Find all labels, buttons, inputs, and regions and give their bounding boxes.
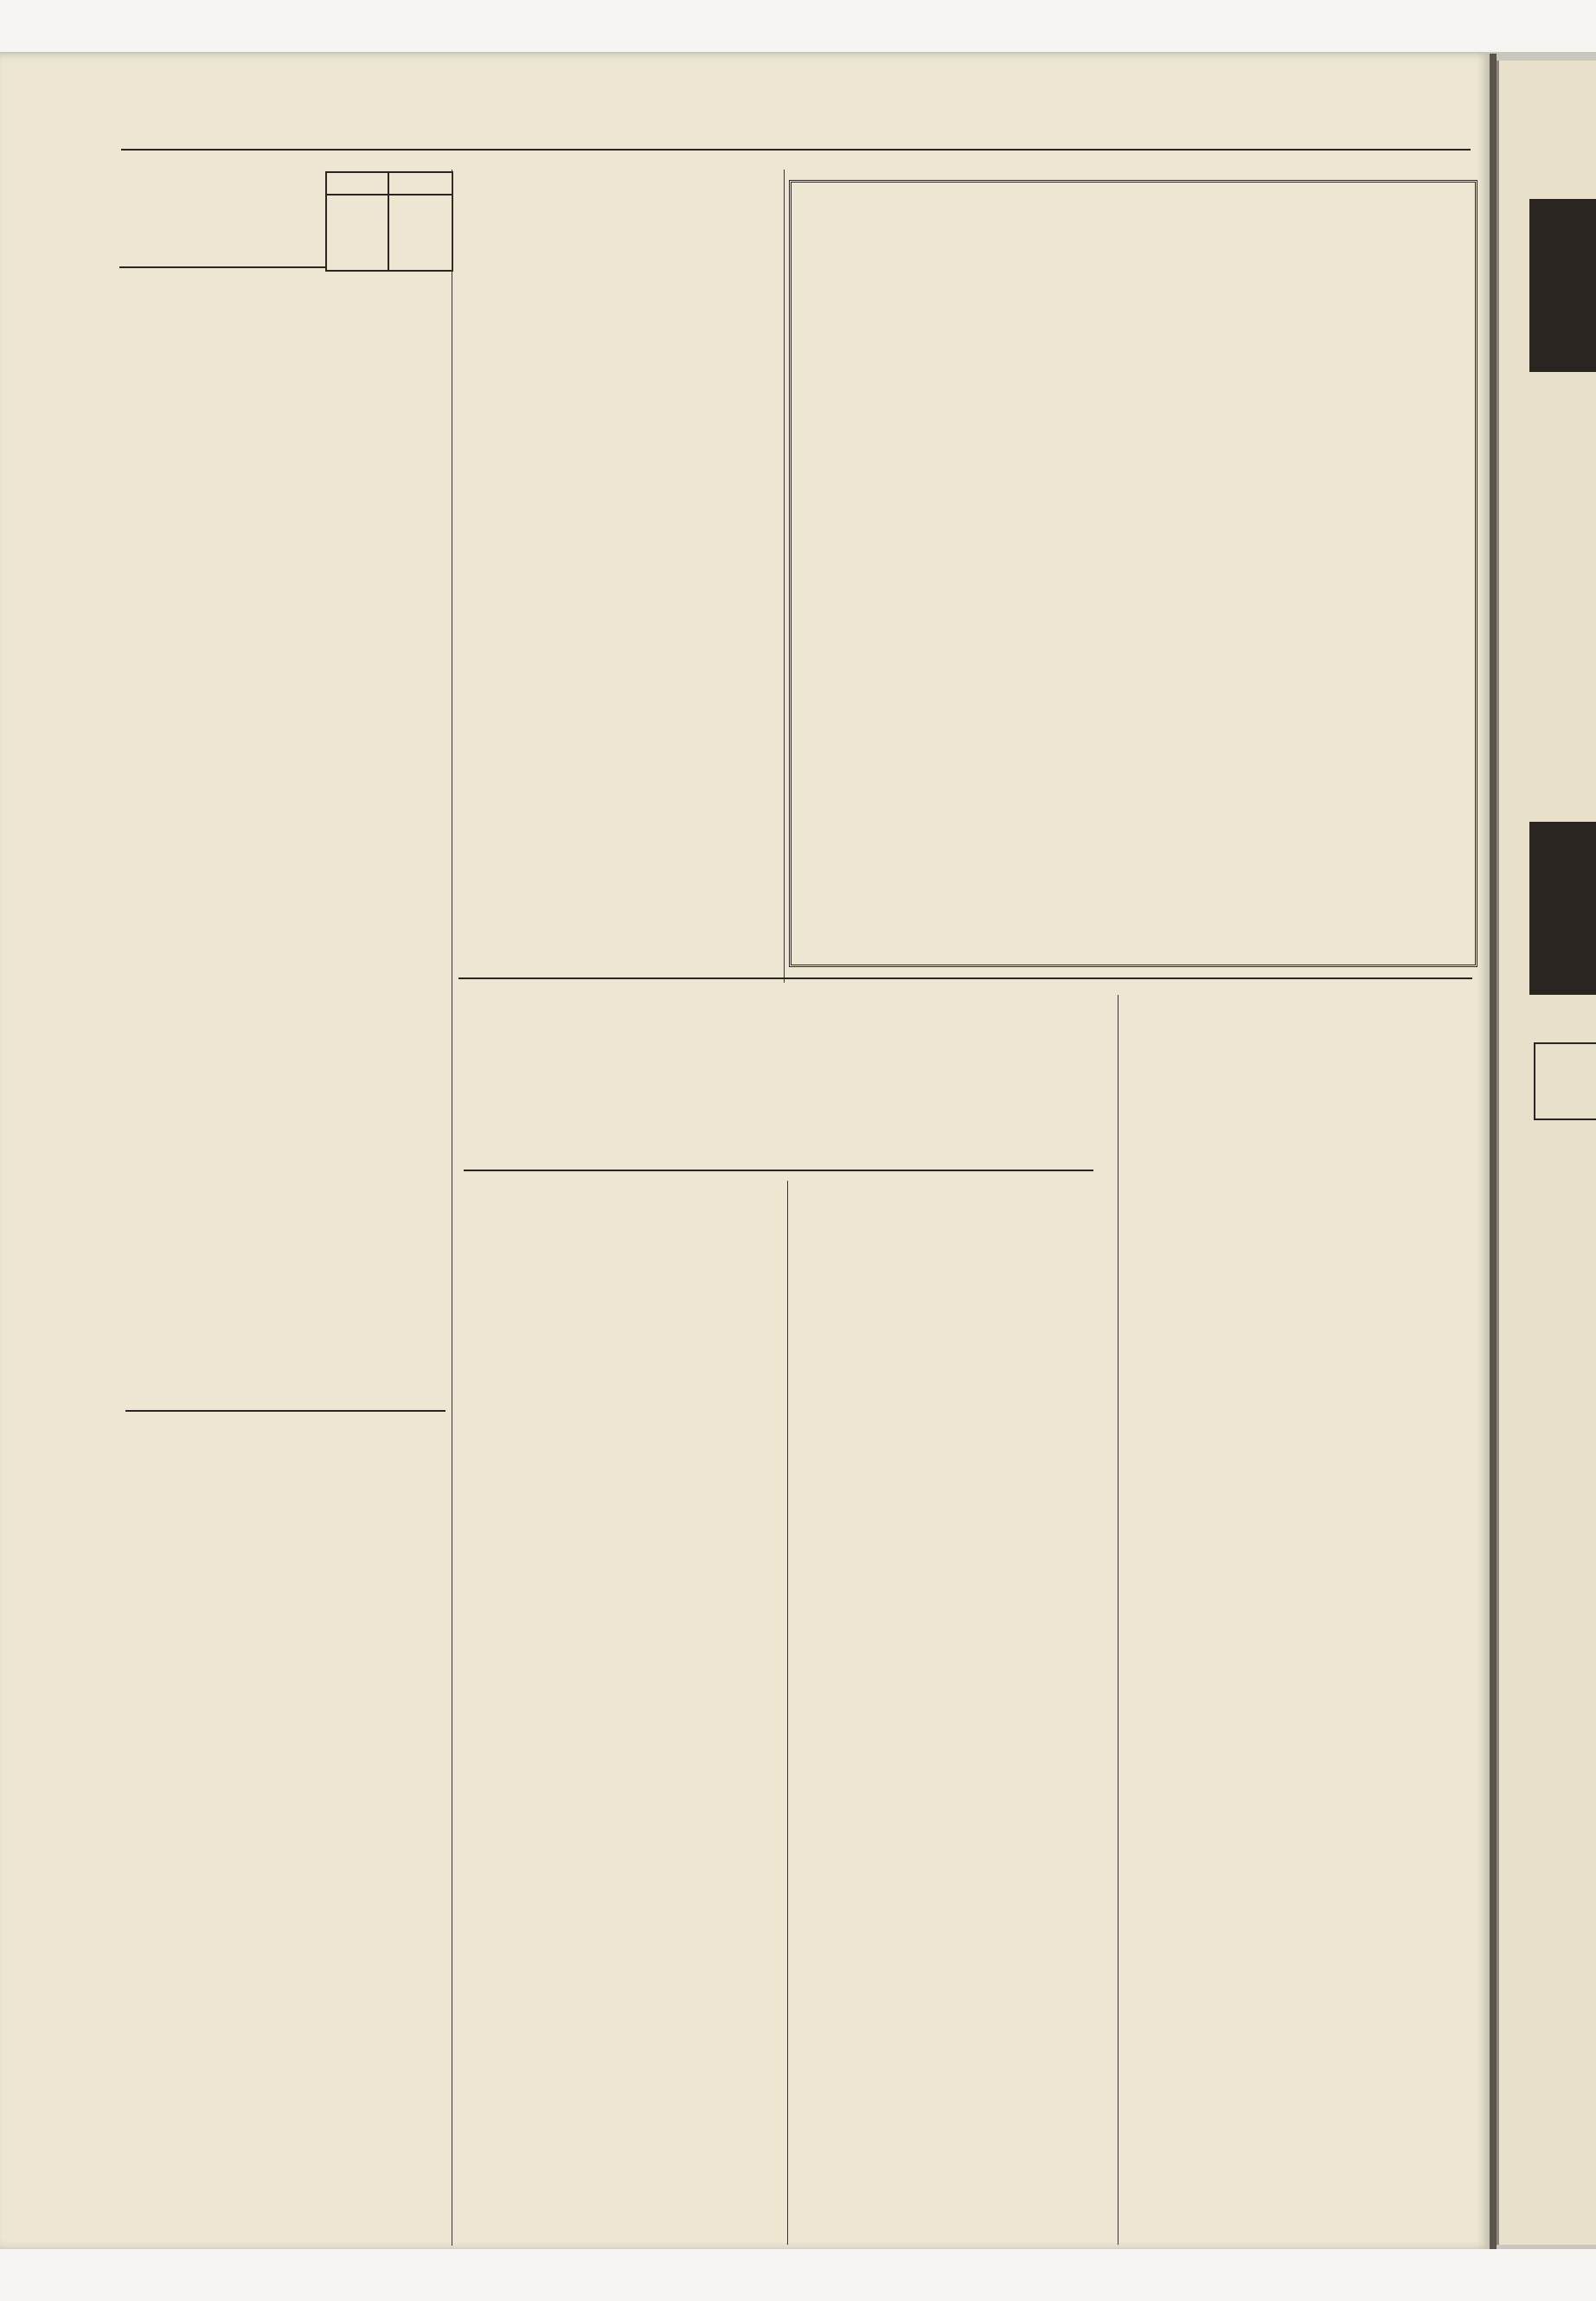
- scan-margin-top: [0, 0, 1596, 52]
- page-gutter: [1490, 54, 1497, 2249]
- adjacent-page-dark-block: [1529, 199, 1596, 372]
- regering-article: [125, 1401, 445, 1441]
- adjacent-page: [1497, 61, 1596, 2245]
- kijkvenster-heading: [119, 170, 452, 273]
- window-frame-icon: [325, 171, 453, 272]
- adjacent-page-box: [1534, 1042, 1596, 1120]
- scan-margin-bottom: [0, 2249, 1596, 2301]
- adjacent-page-dark-block-2: [1529, 822, 1596, 995]
- masthead: [121, 119, 1471, 151]
- bonnen-box: [789, 180, 1477, 967]
